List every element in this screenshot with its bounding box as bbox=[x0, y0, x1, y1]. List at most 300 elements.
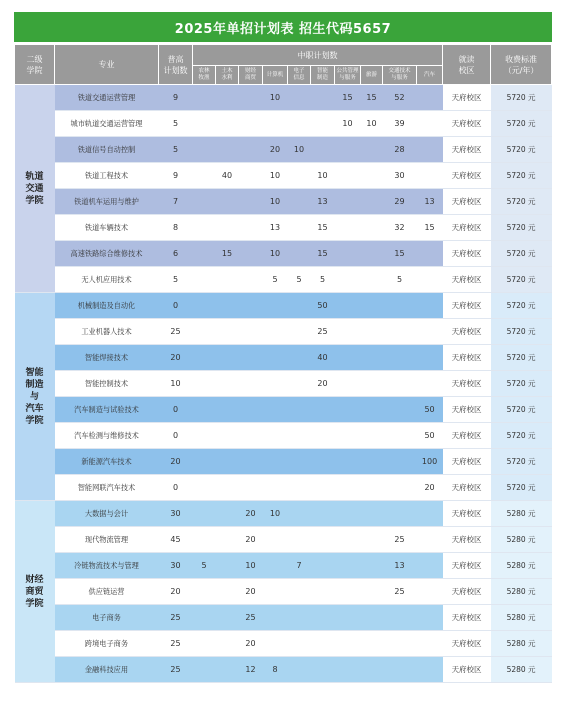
vocational-plan-count bbox=[193, 501, 216, 527]
vocational-plan-count bbox=[383, 319, 417, 345]
vocational-plan-count bbox=[239, 345, 263, 371]
table-row bbox=[15, 423, 552, 449]
vocational-plan-count bbox=[417, 137, 443, 163]
vocational-plan-count bbox=[311, 527, 335, 553]
vocational-plan-count bbox=[263, 579, 288, 605]
major-name: 城市轨道交通运营管理 bbox=[55, 111, 159, 137]
vocational-plan-count bbox=[383, 449, 417, 475]
major-name: 智能控制技术 bbox=[55, 371, 159, 397]
header-campus bbox=[443, 45, 491, 85]
major-name: 铁道信号自动控制 bbox=[55, 137, 159, 163]
vocational-plan-count: 10 bbox=[263, 241, 288, 267]
vocational-plan-count bbox=[335, 267, 361, 293]
vocational-plan-count bbox=[335, 215, 361, 241]
vocational-plan-count bbox=[417, 111, 443, 137]
vocational-plan-count bbox=[335, 449, 361, 475]
major-name: 跨境电子商务 bbox=[55, 631, 159, 657]
header-major: 专业 bbox=[55, 45, 159, 85]
vocational-plan-count bbox=[193, 475, 216, 501]
table-row bbox=[15, 111, 552, 137]
vocational-plan-count bbox=[417, 85, 443, 111]
vocational-plan-count bbox=[216, 189, 239, 215]
vocational-plan-count: 25 bbox=[383, 527, 417, 553]
table-row bbox=[15, 553, 552, 579]
general-plan-count: 30 bbox=[159, 501, 193, 527]
enrollment-plan-table bbox=[14, 44, 552, 683]
vocational-plan-count bbox=[335, 371, 361, 397]
vocational-plan-count: 13 bbox=[417, 189, 443, 215]
vocational-plan-count: 5 bbox=[263, 267, 288, 293]
major-name: 高速铁路综合维修技术 bbox=[55, 241, 159, 267]
vocational-plan-count bbox=[288, 189, 311, 215]
vocational-plan-count: 40 bbox=[216, 163, 239, 189]
tuition-fee: 5720 元 bbox=[491, 267, 552, 293]
table-row bbox=[15, 631, 552, 657]
vocational-plan-count bbox=[216, 475, 239, 501]
vocational-plan-count bbox=[193, 527, 216, 553]
vocational-plan-count bbox=[193, 189, 216, 215]
tuition-fee: 5720 元 bbox=[491, 345, 552, 371]
table-row bbox=[15, 449, 552, 475]
vocational-plan-count: 10 bbox=[263, 163, 288, 189]
general-plan-count: 25 bbox=[159, 631, 193, 657]
vocational-plan-count: 5 bbox=[288, 267, 311, 293]
vocational-plan-count bbox=[417, 241, 443, 267]
vocational-plan-count: 15 bbox=[383, 241, 417, 267]
vocational-plan-count: 10 bbox=[288, 137, 311, 163]
vocational-plan-count bbox=[335, 501, 361, 527]
vocational-plan-count bbox=[311, 657, 335, 683]
vocational-plan-count bbox=[335, 423, 361, 449]
campus-name: 天府校区 bbox=[443, 111, 491, 137]
tuition-fee: 5720 元 bbox=[491, 397, 552, 423]
general-plan-count: 0 bbox=[159, 475, 193, 501]
major-name: 金融科技应用 bbox=[55, 657, 159, 683]
major-name: 智能网联汽车技术 bbox=[55, 475, 159, 501]
vocational-plan-count bbox=[288, 293, 311, 319]
vocational-plan-count bbox=[263, 605, 288, 631]
major-name: 大数据与会计 bbox=[55, 501, 159, 527]
general-plan-count: 9 bbox=[159, 85, 193, 111]
vocational-plan-count bbox=[239, 475, 263, 501]
page-title: 2025年单招计划表 招生代码5657 bbox=[14, 12, 552, 42]
vocational-plan-count bbox=[383, 423, 417, 449]
vocational-plan-count: 20 bbox=[417, 475, 443, 501]
tuition-fee: 5280 元 bbox=[491, 657, 552, 683]
vocational-plan-count bbox=[288, 163, 311, 189]
general-plan-count: 20 bbox=[159, 579, 193, 605]
vocational-plan-count bbox=[193, 371, 216, 397]
campus-name: 天府校区 bbox=[443, 527, 491, 553]
vocational-plan-count: 25 bbox=[383, 579, 417, 605]
tuition-fee: 5720 元 bbox=[491, 137, 552, 163]
vocational-plan-count bbox=[193, 111, 216, 137]
vocational-plan-count: 25 bbox=[239, 605, 263, 631]
vocational-plan-count bbox=[311, 605, 335, 631]
vocational-plan-count: 29 bbox=[383, 189, 417, 215]
vocational-plan-count: 28 bbox=[383, 137, 417, 163]
vocational-plan-count: 10 bbox=[311, 163, 335, 189]
tuition-fee: 5720 元 bbox=[491, 111, 552, 137]
general-plan-count: 25 bbox=[159, 657, 193, 683]
vocational-plan-count bbox=[361, 657, 383, 683]
vocational-plan-count bbox=[361, 345, 383, 371]
vocational-plan-count: 20 bbox=[263, 137, 288, 163]
vocational-plan-count bbox=[361, 449, 383, 475]
table-row bbox=[15, 397, 552, 423]
header-fee bbox=[491, 45, 552, 85]
general-plan-count: 25 bbox=[159, 319, 193, 345]
vocational-plan-count bbox=[193, 215, 216, 241]
table-row bbox=[15, 215, 552, 241]
major-name: 汽车制造与试验技术 bbox=[55, 397, 159, 423]
vocational-plan-count bbox=[263, 319, 288, 345]
vocational-plan-count bbox=[361, 319, 383, 345]
college-name: 智能 制造 与 汽车 学院 bbox=[15, 293, 55, 501]
tuition-fee: 5280 元 bbox=[491, 605, 552, 631]
tuition-fee: 5280 元 bbox=[491, 527, 552, 553]
vocational-plan-count bbox=[361, 397, 383, 423]
vocational-plan-count bbox=[216, 553, 239, 579]
vocational-plan-count: 52 bbox=[383, 85, 417, 111]
tuition-fee: 5720 元 bbox=[491, 189, 552, 215]
tuition-fee: 5720 元 bbox=[491, 215, 552, 241]
vocational-plan-count: 15 bbox=[216, 241, 239, 267]
vocational-plan-count bbox=[311, 501, 335, 527]
vocational-plan-count: 10 bbox=[239, 553, 263, 579]
vocational-plan-count bbox=[288, 579, 311, 605]
vocational-plan-count: 15 bbox=[361, 85, 383, 111]
header-general-text: 普高 计划数 bbox=[163, 54, 188, 75]
vocational-plan-count bbox=[193, 137, 216, 163]
vocational-plan-count bbox=[239, 215, 263, 241]
vocational-plan-count bbox=[288, 657, 311, 683]
vocational-plan-count bbox=[288, 319, 311, 345]
vocational-plan-count bbox=[311, 111, 335, 137]
tuition-fee: 5720 元 bbox=[491, 449, 552, 475]
campus-name: 天府校区 bbox=[443, 85, 491, 111]
vocational-plan-count bbox=[417, 501, 443, 527]
vocational-plan-count bbox=[311, 423, 335, 449]
vocational-plan-count bbox=[216, 657, 239, 683]
vocational-plan-count: 30 bbox=[383, 163, 417, 189]
vocational-plan-count bbox=[335, 579, 361, 605]
vocational-plan-count: 25 bbox=[311, 319, 335, 345]
major-name: 现代物流管理 bbox=[55, 527, 159, 553]
vocational-plan-count: 8 bbox=[263, 657, 288, 683]
general-plan-count: 20 bbox=[159, 345, 193, 371]
vocational-plan-count bbox=[193, 657, 216, 683]
table-row bbox=[15, 475, 552, 501]
vocational-plan-count: 32 bbox=[383, 215, 417, 241]
vocational-plan-count bbox=[193, 631, 216, 657]
vocational-plan-count bbox=[417, 527, 443, 553]
vocational-plan-count: 13 bbox=[311, 189, 335, 215]
vocational-plan-count: 10 bbox=[263, 189, 288, 215]
vocational-plan-count: 12 bbox=[239, 657, 263, 683]
vocational-plan-count bbox=[288, 215, 311, 241]
college-name: 轨道 交通 学院 bbox=[15, 85, 55, 293]
vocational-plan-count bbox=[361, 631, 383, 657]
general-plan-count: 25 bbox=[159, 605, 193, 631]
vocational-plan-count: 20 bbox=[239, 527, 263, 553]
major-name: 智能焊接技术 bbox=[55, 345, 159, 371]
table-row bbox=[15, 345, 552, 371]
campus-name: 天府校区 bbox=[443, 553, 491, 579]
campus-name: 天府校区 bbox=[443, 657, 491, 683]
table-row bbox=[15, 293, 552, 319]
header-sub-2: 财经 商贸 bbox=[239, 66, 263, 85]
vocational-plan-count bbox=[383, 501, 417, 527]
vocational-plan-count bbox=[417, 579, 443, 605]
vocational-plan-count bbox=[361, 241, 383, 267]
tuition-fee: 5720 元 bbox=[491, 423, 552, 449]
vocational-plan-count bbox=[311, 631, 335, 657]
major-name: 铁道工程技术 bbox=[55, 163, 159, 189]
vocational-plan-count bbox=[417, 345, 443, 371]
campus-name: 天府校区 bbox=[443, 215, 491, 241]
vocational-plan-count bbox=[193, 267, 216, 293]
vocational-plan-count bbox=[216, 605, 239, 631]
tuition-fee: 5720 元 bbox=[491, 475, 552, 501]
general-plan-count: 30 bbox=[159, 553, 193, 579]
vocational-plan-count bbox=[216, 527, 239, 553]
vocational-plan-count bbox=[193, 241, 216, 267]
vocational-plan-count bbox=[193, 605, 216, 631]
vocational-plan-count bbox=[335, 527, 361, 553]
vocational-plan-count bbox=[311, 579, 335, 605]
vocational-plan-count bbox=[263, 371, 288, 397]
vocational-plan-count bbox=[288, 111, 311, 137]
header-vocational: 中职计划数 bbox=[193, 45, 443, 66]
vocational-plan-count: 40 bbox=[311, 345, 335, 371]
vocational-plan-count: 20 bbox=[311, 371, 335, 397]
vocational-plan-count bbox=[239, 397, 263, 423]
table-row bbox=[15, 85, 552, 111]
tuition-fee: 5720 元 bbox=[491, 163, 552, 189]
tuition-fee: 5280 元 bbox=[491, 579, 552, 605]
vocational-plan-count bbox=[216, 345, 239, 371]
vocational-plan-count bbox=[263, 293, 288, 319]
vocational-plan-count: 39 bbox=[383, 111, 417, 137]
major-name: 工业机器人技术 bbox=[55, 319, 159, 345]
vocational-plan-count: 13 bbox=[263, 215, 288, 241]
header-sub-9: 汽车 bbox=[417, 66, 443, 85]
vocational-plan-count bbox=[193, 397, 216, 423]
vocational-plan-count bbox=[335, 163, 361, 189]
campus-name: 天府校区 bbox=[443, 501, 491, 527]
vocational-plan-count bbox=[417, 605, 443, 631]
vocational-plan-count bbox=[361, 501, 383, 527]
general-plan-count: 9 bbox=[159, 163, 193, 189]
vocational-plan-count bbox=[417, 319, 443, 345]
vocational-plan-count bbox=[216, 111, 239, 137]
major-name: 汽车检测与维修技术 bbox=[55, 423, 159, 449]
vocational-plan-count bbox=[383, 475, 417, 501]
vocational-plan-count bbox=[335, 553, 361, 579]
vocational-plan-count bbox=[417, 631, 443, 657]
vocational-plan-count bbox=[263, 345, 288, 371]
vocational-plan-count bbox=[335, 605, 361, 631]
table-row bbox=[15, 189, 552, 215]
vocational-plan-count bbox=[383, 631, 417, 657]
vocational-plan-count bbox=[216, 579, 239, 605]
vocational-plan-count bbox=[335, 475, 361, 501]
general-plan-count: 0 bbox=[159, 423, 193, 449]
vocational-plan-count bbox=[263, 449, 288, 475]
campus-name: 天府校区 bbox=[443, 189, 491, 215]
table-row bbox=[15, 579, 552, 605]
vocational-plan-count bbox=[263, 475, 288, 501]
vocational-plan-count bbox=[216, 267, 239, 293]
header-fee-text: 收费标准 （元/年） bbox=[503, 54, 539, 75]
vocational-plan-count bbox=[239, 449, 263, 475]
campus-name: 天府校区 bbox=[443, 241, 491, 267]
general-plan-count: 5 bbox=[159, 137, 193, 163]
vocational-plan-count bbox=[239, 137, 263, 163]
vocational-plan-count bbox=[216, 293, 239, 319]
vocational-plan-count bbox=[361, 215, 383, 241]
college-name: 财经 商贸 学院 bbox=[15, 501, 55, 683]
tuition-fee: 5720 元 bbox=[491, 241, 552, 267]
vocational-plan-count bbox=[239, 241, 263, 267]
vocational-plan-count bbox=[361, 527, 383, 553]
vocational-plan-count: 7 bbox=[288, 553, 311, 579]
general-plan-count: 20 bbox=[159, 449, 193, 475]
vocational-plan-count bbox=[216, 215, 239, 241]
vocational-plan-count bbox=[288, 527, 311, 553]
vocational-plan-count bbox=[239, 423, 263, 449]
vocational-plan-count bbox=[288, 475, 311, 501]
vocational-plan-count: 10 bbox=[263, 501, 288, 527]
vocational-plan-count: 15 bbox=[311, 241, 335, 267]
vocational-plan-count bbox=[216, 501, 239, 527]
major-name: 铁道车辆技术 bbox=[55, 215, 159, 241]
general-plan-count: 10 bbox=[159, 371, 193, 397]
vocational-plan-count bbox=[417, 657, 443, 683]
campus-name: 天府校区 bbox=[443, 449, 491, 475]
vocational-plan-count bbox=[311, 553, 335, 579]
table-row bbox=[15, 657, 552, 683]
table-row bbox=[15, 527, 552, 553]
tuition-fee: 5720 元 bbox=[491, 293, 552, 319]
vocational-plan-count bbox=[288, 397, 311, 423]
vocational-plan-count bbox=[263, 553, 288, 579]
vocational-plan-count: 10 bbox=[361, 111, 383, 137]
vocational-plan-count bbox=[263, 631, 288, 657]
table-row bbox=[15, 605, 552, 631]
major-name: 铁道机车运用与维护 bbox=[55, 189, 159, 215]
vocational-plan-count bbox=[383, 657, 417, 683]
vocational-plan-count bbox=[361, 163, 383, 189]
general-plan-count: 45 bbox=[159, 527, 193, 553]
vocational-plan-count bbox=[335, 631, 361, 657]
vocational-plan-count bbox=[216, 423, 239, 449]
general-plan-count: 8 bbox=[159, 215, 193, 241]
header-sub-6: 公共管理 与服务 bbox=[335, 66, 361, 85]
vocational-plan-count: 50 bbox=[417, 423, 443, 449]
vocational-plan-count: 20 bbox=[239, 579, 263, 605]
vocational-plan-count bbox=[216, 319, 239, 345]
tuition-fee: 5280 元 bbox=[491, 553, 552, 579]
vocational-plan-count bbox=[417, 267, 443, 293]
vocational-plan-count: 20 bbox=[239, 631, 263, 657]
major-name: 冷链物流技术与管理 bbox=[55, 553, 159, 579]
plan-table-container bbox=[14, 12, 552, 683]
vocational-plan-count: 10 bbox=[263, 85, 288, 111]
campus-name: 天府校区 bbox=[443, 267, 491, 293]
vocational-plan-count bbox=[239, 85, 263, 111]
general-plan-count: 5 bbox=[159, 267, 193, 293]
vocational-plan-count bbox=[263, 423, 288, 449]
header-sub-0: 农林 牧渔 bbox=[193, 66, 216, 85]
vocational-plan-count bbox=[361, 553, 383, 579]
vocational-plan-count bbox=[335, 293, 361, 319]
vocational-plan-count bbox=[193, 579, 216, 605]
header-sub-8: 交通技术 与服务 bbox=[383, 66, 417, 85]
vocational-plan-count bbox=[263, 527, 288, 553]
table-row bbox=[15, 241, 552, 267]
group-rail-transit bbox=[15, 85, 552, 293]
vocational-plan-count bbox=[216, 371, 239, 397]
vocational-plan-count: 50 bbox=[311, 293, 335, 319]
header-campus-text: 就读 校区 bbox=[458, 54, 475, 75]
vocational-plan-count bbox=[239, 267, 263, 293]
major-name: 新能源汽车技术 bbox=[55, 449, 159, 475]
vocational-plan-count bbox=[417, 371, 443, 397]
vocational-plan-count bbox=[417, 553, 443, 579]
campus-name: 天府校区 bbox=[443, 423, 491, 449]
general-plan-count: 0 bbox=[159, 293, 193, 319]
vocational-plan-count bbox=[288, 371, 311, 397]
header-sub-5: 智能 制造 bbox=[311, 66, 335, 85]
vocational-plan-count: 15 bbox=[335, 85, 361, 111]
vocational-plan-count bbox=[311, 137, 335, 163]
vocational-plan-count bbox=[335, 189, 361, 215]
vocational-plan-count bbox=[216, 397, 239, 423]
vocational-plan-count bbox=[361, 423, 383, 449]
general-plan-count: 5 bbox=[159, 111, 193, 137]
vocational-plan-count bbox=[361, 475, 383, 501]
vocational-plan-count bbox=[383, 605, 417, 631]
vocational-plan-count bbox=[311, 475, 335, 501]
campus-name: 天府校区 bbox=[443, 397, 491, 423]
vocational-plan-count bbox=[383, 397, 417, 423]
tuition-fee: 5720 元 bbox=[491, 319, 552, 345]
vocational-plan-count bbox=[288, 423, 311, 449]
tuition-fee: 5280 元 bbox=[491, 501, 552, 527]
vocational-plan-count bbox=[216, 85, 239, 111]
header-sub-7: 旅游 bbox=[361, 66, 383, 85]
vocational-plan-count bbox=[216, 449, 239, 475]
vocational-plan-count bbox=[383, 371, 417, 397]
vocational-plan-count bbox=[361, 579, 383, 605]
vocational-plan-count bbox=[193, 449, 216, 475]
vocational-plan-count bbox=[239, 293, 263, 319]
header-sub-4: 电子 信息 bbox=[288, 66, 311, 85]
vocational-plan-count bbox=[239, 163, 263, 189]
table-row bbox=[15, 267, 552, 293]
vocational-plan-count bbox=[383, 293, 417, 319]
header-college-text: 二级 学院 bbox=[26, 54, 43, 75]
vocational-plan-count: 5 bbox=[311, 267, 335, 293]
table-row bbox=[15, 371, 552, 397]
general-plan-count: 7 bbox=[159, 189, 193, 215]
campus-name: 天府校区 bbox=[443, 137, 491, 163]
vocational-plan-count bbox=[335, 319, 361, 345]
campus-name: 天府校区 bbox=[443, 371, 491, 397]
vocational-plan-count bbox=[288, 345, 311, 371]
